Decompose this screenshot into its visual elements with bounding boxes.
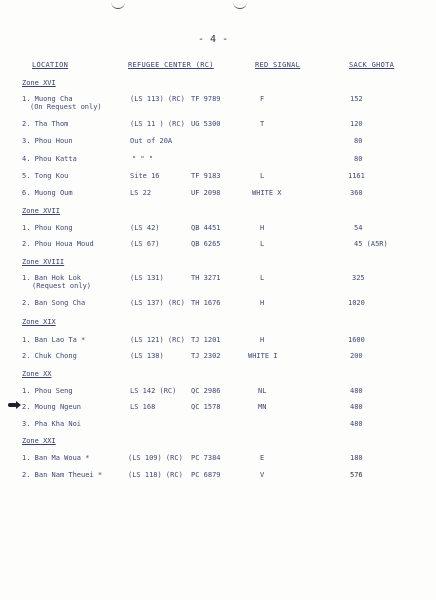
header-location: LOCATION <box>32 61 69 69</box>
row-sack: 1161 <box>348 172 365 180</box>
row-grid: PC 7384 <box>191 454 221 462</box>
row-site: LS 22 <box>130 189 152 197</box>
row-signal: NL <box>258 387 267 395</box>
row-sack: 120 <box>350 120 363 128</box>
row-signal: L <box>260 240 265 248</box>
zone-label: Zone XVI <box>22 79 56 87</box>
row-site: (LS 11 ) (RC) <box>130 120 185 128</box>
row-sack: 480 <box>350 403 363 411</box>
row-site: (LS 118) (RC) <box>128 471 183 479</box>
row-sack: 480 <box>350 420 363 428</box>
row-signal: H <box>260 299 265 307</box>
row-location: 2. Chuk Chong <box>22 352 77 360</box>
row-signal: L <box>260 172 265 180</box>
row-signal: WHITE I <box>248 352 278 360</box>
row-location: 2. Phou Houa Moud <box>22 240 94 248</box>
row-location: 1. Ban Lao Ta * <box>22 336 86 344</box>
row-sack: 325 <box>352 274 365 282</box>
header-signal: RED SIGNAL <box>255 61 301 69</box>
row-location: 1. Ban Hok Lok (Request only) <box>22 274 92 290</box>
row-location: 1. Phou Seng <box>22 387 73 395</box>
zone-label: Zone XX <box>22 370 52 378</box>
row-site: (LS 109) (RC) <box>128 454 183 462</box>
row-site: (LS 138) <box>130 352 164 360</box>
row-sack: 1600 <box>348 336 365 344</box>
row-sack: 80 <box>354 137 363 145</box>
row-signal: MN <box>258 403 267 411</box>
row-grid: TF 9183 <box>191 172 221 180</box>
row-grid: TF 9789 <box>191 95 221 103</box>
row-grid: QC 1578 <box>191 403 221 411</box>
staple-mark <box>111 0 125 9</box>
zone-label: Zone XIX <box>22 318 56 326</box>
row-grid: QB 6265 <box>191 240 221 248</box>
row-grid: PC 6879 <box>191 471 221 479</box>
zone-label: Zone XVIII <box>22 258 65 266</box>
row-grid: QC 2986 <box>191 387 221 395</box>
row-signal: L <box>260 274 265 282</box>
row-sack: 200 <box>350 352 363 360</box>
row-location: 2. Ban Nam Theuei * <box>22 471 103 479</box>
row-grid: UF 2098 <box>191 189 221 197</box>
row-sack: 45 (A5R) <box>354 240 388 248</box>
row-site: (LS 131) <box>130 274 164 282</box>
staple-mark <box>233 0 247 9</box>
row-site: Out of 20A <box>130 137 173 145</box>
row-grid: TJ 1201 <box>191 336 221 344</box>
row-site: (LS 113) (RC) <box>130 95 185 103</box>
row-signal: T <box>260 120 265 128</box>
row-sack: 360 <box>350 189 363 197</box>
row-grid: UG 5300 <box>191 120 221 128</box>
row-site: (LS 42) <box>130 224 160 232</box>
header-center: REFUGEE CENTER (RC) <box>128 61 214 69</box>
row-sack: 180 <box>350 454 363 462</box>
row-sack: 576 <box>350 471 363 479</box>
row-site: (LS 137) (RC) <box>130 299 185 307</box>
row-signal: WHITE X <box>252 189 282 197</box>
row-signal: F <box>260 95 265 103</box>
zone-label: Zone XXI <box>22 437 56 445</box>
page-number: - 4 - <box>198 34 229 45</box>
row-site: (LS 67) <box>130 240 160 248</box>
row-grid: QB 4451 <box>191 224 221 232</box>
row-location: 1. Phou Kong <box>22 224 73 232</box>
row-site: LS 168 <box>130 403 156 411</box>
row-site: (LS 121) (RC) <box>130 336 185 344</box>
row-sack: 1020 <box>348 299 365 307</box>
row-grid: TH 1676 <box>191 299 221 307</box>
row-site: LS 142 (RC) <box>130 387 177 395</box>
row-sack: 152 <box>350 95 363 103</box>
zone-label: Zone XVII <box>22 207 60 215</box>
row-signal: H <box>260 224 265 232</box>
row-signal: H <box>260 336 265 344</box>
row-location: 3. Phou Houn <box>22 137 73 145</box>
row-site: " " " <box>132 155 154 163</box>
row-sack: 54 <box>354 224 363 232</box>
row-location: 2. Ban Song Cha <box>22 299 86 307</box>
pointer-mark <box>8 403 17 407</box>
row-location: 1. Muong Cha (On Request only) <box>22 95 102 111</box>
row-location: 2. Moung Ngeun <box>22 403 82 411</box>
row-location: 4. Phou Katta <box>22 155 77 163</box>
row-location: 5. Tong Kou <box>22 172 69 180</box>
row-signal: E <box>260 454 265 462</box>
row-sack: 480 <box>350 387 363 395</box>
row-site: Site 16 <box>130 172 160 180</box>
row-location: 1. Ban Ma Woua * <box>22 454 90 462</box>
row-grid: TJ 2302 <box>191 352 221 360</box>
row-grid: TH 3271 <box>191 274 221 282</box>
row-location: 2. Tha Thom <box>22 120 69 128</box>
header-ghota: SACK GHOTA <box>349 61 395 69</box>
row-location: 3. Pha Kha Noi <box>22 420 82 428</box>
row-location: 6. Muong Oum <box>22 189 73 197</box>
row-sack: 80 <box>354 155 363 163</box>
row-signal: V <box>260 471 265 479</box>
